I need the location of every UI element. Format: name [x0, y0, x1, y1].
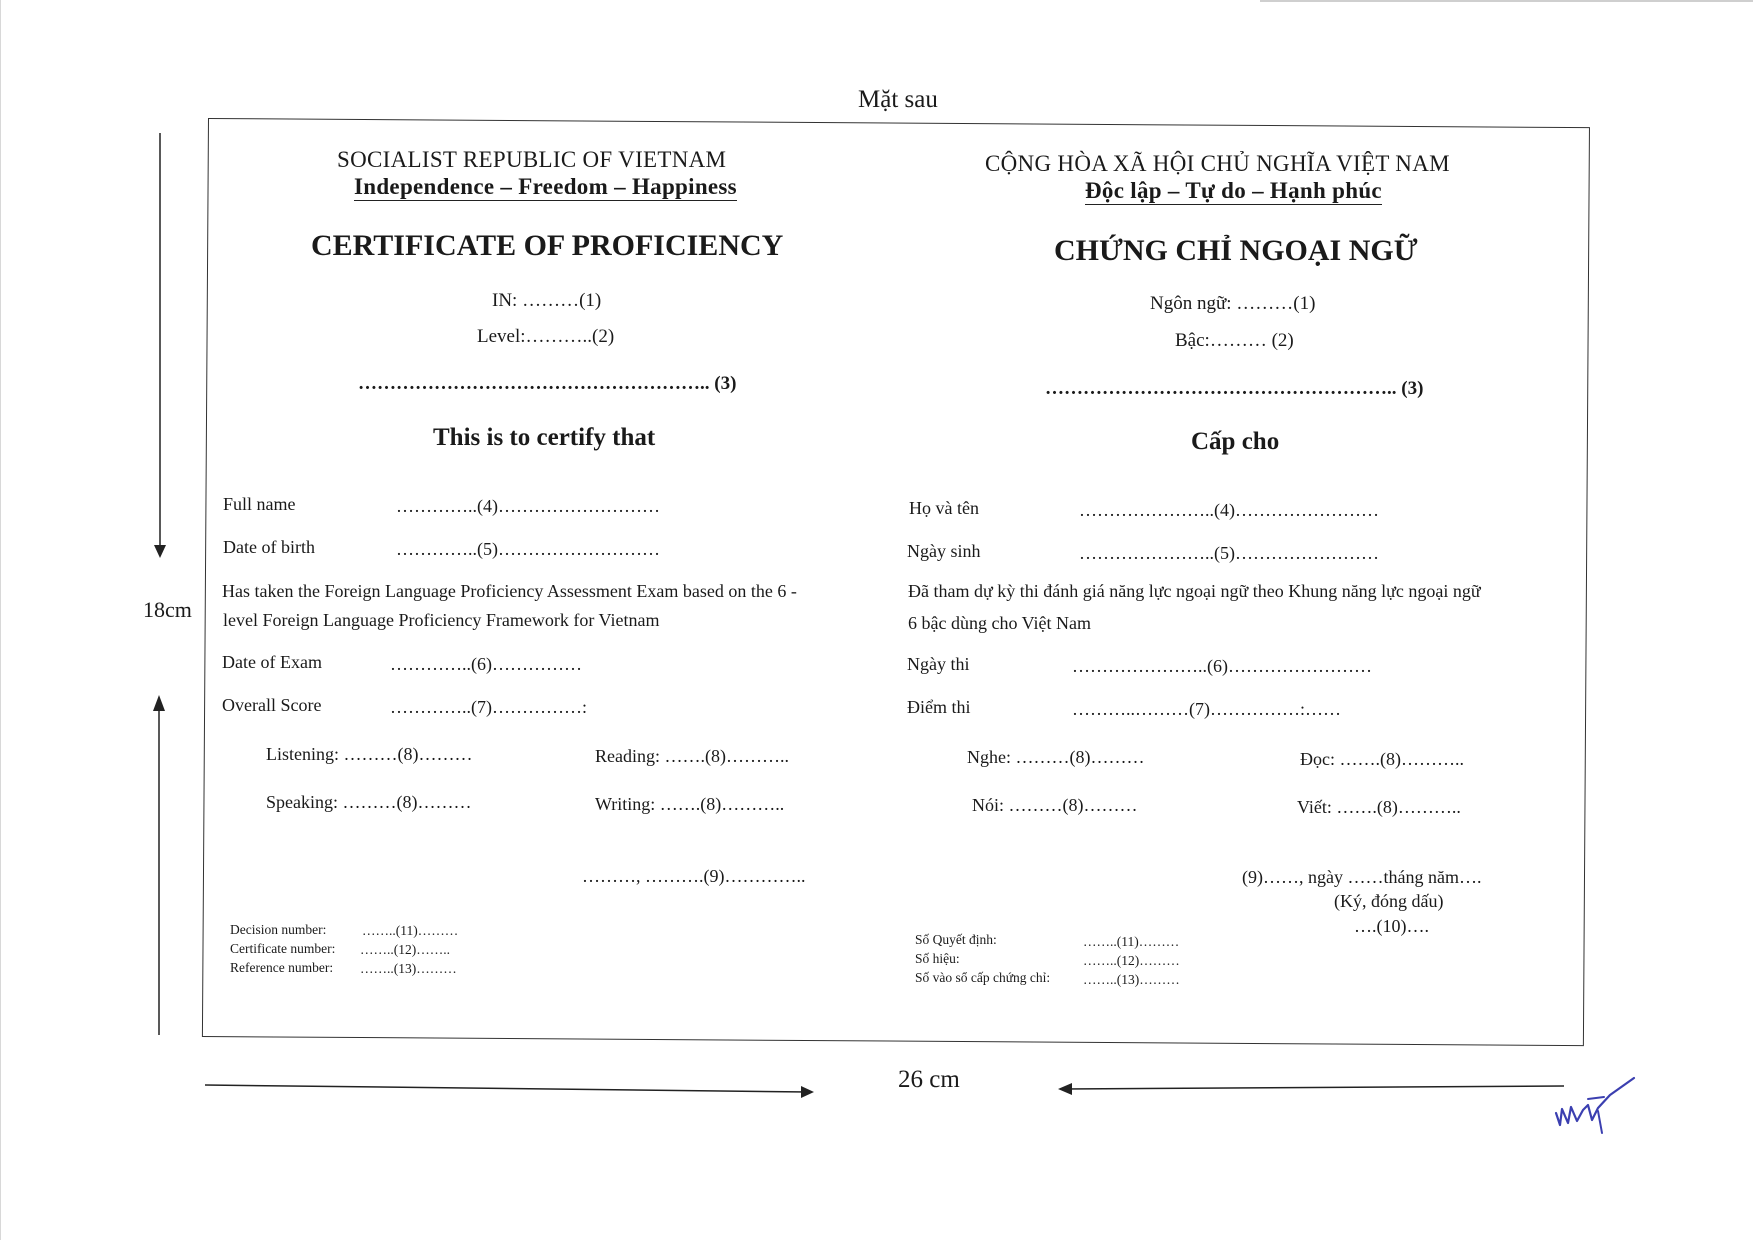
en-dob-value: …………..(5)……………………… — [396, 539, 660, 559]
vn-score-value: ………..………(7)……………:…… — [1072, 699, 1341, 719]
vn-reference-value: ……..(13)……… — [1083, 972, 1180, 987]
en-decision-label: Decision number: — [230, 922, 327, 937]
en-exam-date-value: …………..(6)…………… — [390, 654, 582, 674]
vn-exam-date-label: Ngày thi — [907, 654, 970, 674]
vn-level-line: Bậc:……… (2) — [1175, 330, 1294, 351]
en-decision-value: ……..(11)……… — [362, 923, 459, 938]
en-score-label: Overall Score — [222, 695, 322, 715]
en-listening: Listening: ………(8)……… — [266, 744, 473, 764]
handwritten-initials — [1552, 1075, 1637, 1140]
vn-decision-value: ……..(11)……… — [1083, 934, 1180, 949]
en-full-name-value: …………..(4)……………………… — [396, 496, 660, 516]
en-title: CERTIFICATE OF PROFICIENCY — [311, 229, 784, 262]
vn-speaking: Nói: ………(8)……… — [972, 795, 1138, 815]
en-statement-line-1: Has taken the Foreign Language Proficiency Assessment Exam based on the 6 - — [222, 581, 797, 601]
height-dimension-label: 18cm — [143, 597, 192, 622]
vn-full-name-value: …………………..(4)…………………… — [1079, 500, 1379, 520]
en-place-date: ………, ……….(9)………….. — [582, 866, 806, 886]
page-top-edge — [1260, 0, 1753, 2]
width-dimension-arrows — [200, 1075, 1570, 1105]
vn-language-line: Ngôn ngữ: ………(1) — [1150, 293, 1316, 314]
en-dob-label: Date of birth — [223, 537, 315, 557]
vn-certify: Cấp cho — [1191, 428, 1280, 455]
vn-listening: Nghe: ………(8)……… — [967, 747, 1145, 767]
vn-reading: Đọc: …….(8)……….. — [1300, 749, 1464, 769]
vn-sign-note: (Ký, đóng dấu) — [1334, 891, 1444, 911]
vn-score-label: Điểm thi — [907, 697, 971, 717]
page-heading: Mặt sau — [858, 86, 938, 113]
en-reading: Reading: …….(8)……….. — [595, 746, 789, 766]
vn-certificate-value: ……..(12)……… — [1083, 953, 1180, 968]
vn-motto: Độc lập – Tự do – Hạnh phúc — [1085, 178, 1382, 203]
en-certificate-value: ……..(12)…….. — [360, 942, 450, 957]
vn-dob-value: …………………..(5)…………………… — [1079, 543, 1379, 563]
vn-decision-label: Số Quyết định: — [915, 932, 997, 947]
en-certificate-label: Certificate number: — [230, 941, 336, 956]
en-country: SOCIALIST REPUBLIC OF VIETNAM — [337, 147, 727, 172]
en-language-line: IN: ………(1) — [492, 290, 602, 311]
vn-signer: ….(10)…. — [1354, 916, 1429, 936]
en-full-name-label: Full name — [223, 494, 296, 514]
en-speaking: Speaking: ………(8)……… — [266, 792, 472, 812]
en-certify: This is to certify that — [433, 424, 656, 451]
en-level-line: Level:………..(2) — [477, 326, 615, 347]
vn-title: CHỨNG CHỈ NGOẠI NGỮ — [1054, 234, 1418, 267]
vn-country: CỘNG HÒA XÃ HỘI CHỦ NGHĨA VIỆT NAM — [985, 151, 1450, 176]
width-dimension-label: 26 cm — [898, 1066, 960, 1093]
en-exam-date-label: Date of Exam — [222, 652, 322, 672]
vn-writing: Viết: …….(8)……….. — [1297, 797, 1461, 817]
vn-certificate-label: Số hiệu: — [915, 951, 960, 966]
vn-place-date: (9)……, ngày ……tháng năm…. — [1242, 867, 1482, 887]
vn-reference-label: Số vào sổ cấp chứng chỉ: — [915, 970, 1051, 985]
vn-dob-label: Ngày sinh — [907, 541, 981, 561]
page-left-edge — [0, 0, 1, 1240]
vn-statement-line-2: 6 bậc dùng cho Việt Nam — [908, 613, 1092, 633]
en-score-value: …………..(7)……………: — [390, 697, 587, 717]
height-dimension-arrows — [130, 125, 170, 1045]
vn-full-name-label: Họ và tên — [909, 498, 979, 518]
vn-statement-line-1: Đã tham dự kỳ thi đánh giá năng lực ngoại ngữ theo Khung năng lực ngoại ngữ — [908, 581, 1481, 601]
vn-exam-date-value: …………………..(6)…………………… — [1072, 656, 1372, 676]
en-writing: Writing: …….(8)……….. — [595, 794, 785, 814]
en-motto: Independence – Freedom – Happiness — [354, 174, 737, 199]
en-reference-value: ……..(13)……… — [360, 961, 457, 976]
en-line-3: ……………………………………………….. (3) — [358, 373, 737, 394]
vn-line-3: ……………………………………………….. (3) — [1045, 378, 1424, 399]
en-reference-label: Reference number: — [230, 960, 334, 975]
en-statement-line-2: level Foreign Language Proficiency Framework for Vietnam — [223, 610, 660, 630]
